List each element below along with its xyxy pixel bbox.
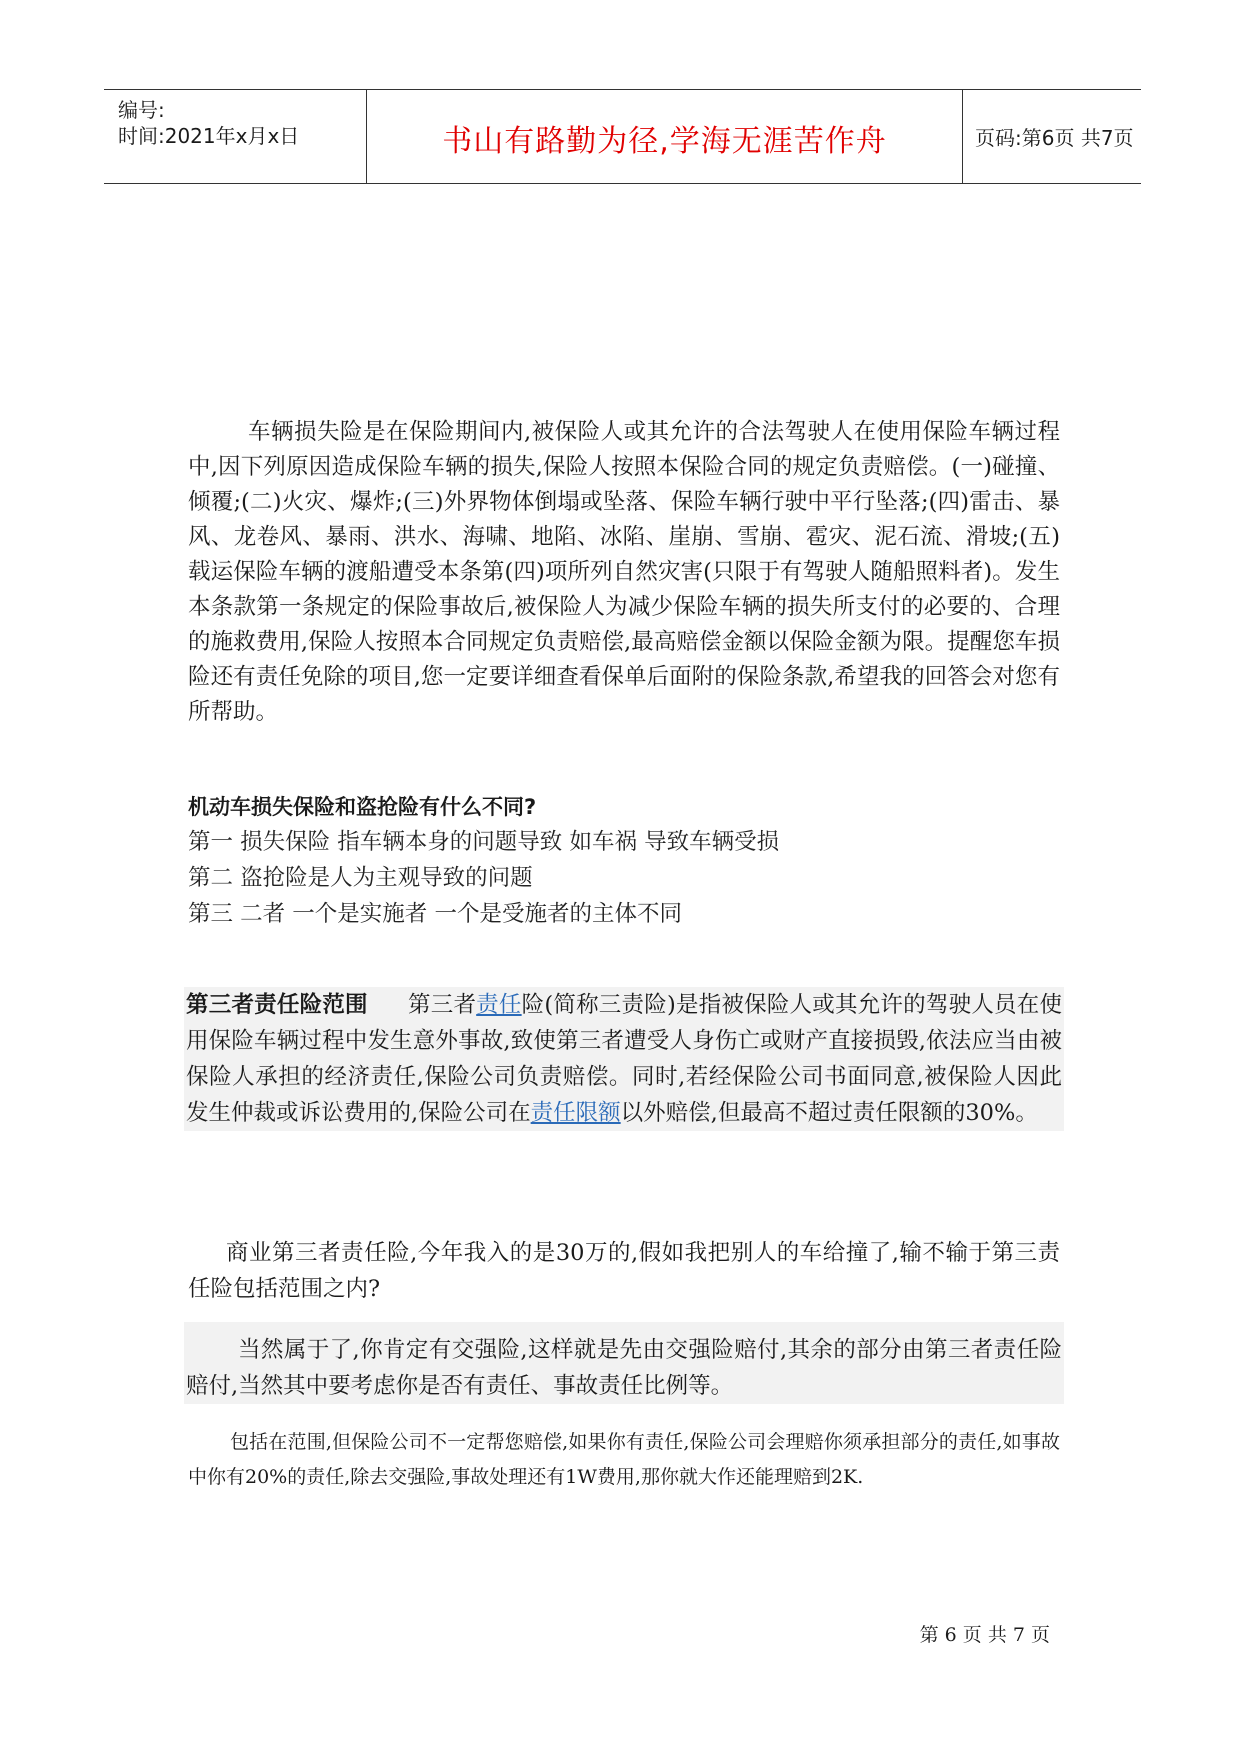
section-answer-2 (188, 1425, 1060, 1495)
responsibility-link[interactable]: 责任 (476, 992, 522, 1018)
vehicle-loss-paragraph: 车辆损失险是在保险期间内,被保险人或其允许的合法驾驶人在使用保险车辆过程中,因下列原因造成保险车辆的损失,保险人按照本保险合同的规定负责赔偿。(一)碰撞、倾覆;(二)火灾、爆炸;(三)外界物体倒塌或坠落、保险车辆行驶中平行坠落;(四)雷击、暴风、龙卷风、暴雨、洪水、海啸、地陷、冰陷、崖崩、雪崩、雹灾、泥石流、滑坡;(五)载运保险车辆的渡船遭受本条第(四)项所列自然灾害(只限于有驾驶人随船照料者)。发生本条款第一条规定的保险事故后,被保险人为减少保险车辆的损失所支付的必要的、合理的施救费用,保险人按照本合同规定负责赔偿,最高赔偿金额以保险金额为限。提醒您车损险还有责任免除的项目,您一定要详细查看保单后面附的保险条款,希望我的回答会对您有所帮助。 (188, 419, 1060, 725)
motto-text: 书山有路勤为径,学海无涯苦作舟 (442, 124, 887, 159)
header-middle-cell (367, 90, 963, 183)
third-party-title: 第三者责任险范围 (186, 992, 368, 1018)
third-party-text-b: 险(简称三责险)是指被保险人或其允许的驾驶人员在使用保险车辆过程中发生意外事故,致使第三者遭受人身伤亡或财产直接损毁,依法应当由被保险人承担的经济责任,保险公司负责赔偿。同时,若经保险公司书面同意,被保险人因此发生仲裁或诉讼费用的,保险公司在 (186, 992, 1062, 1126)
difference-line-2: 第二 盗抢险是人为主观导致的问题 (188, 865, 533, 891)
difference-line-3: 第三 二者 一个是实施者 一个是受施者的主体不同 (188, 901, 682, 927)
page-code: 页码:第6页 共7页 (975, 126, 1134, 150)
page-footer: 第 6 页 共 7 页 (919, 1624, 1050, 1646)
document-header (104, 89, 1141, 184)
header-right-cell (963, 90, 1141, 183)
section-difference (188, 790, 1060, 932)
section-third-party (184, 987, 1064, 1131)
third-party-paragraph (186, 987, 1062, 1131)
header-left-cell (104, 90, 367, 183)
section-commercial-question (188, 1235, 1060, 1307)
commercial-question: 商业第三者责任险,今年我入的是30万的,假如我把别人的车给撞了,输不输于第三责任险包括范围之内? (188, 1240, 1060, 1302)
liability-limit-link[interactable]: 责任限额 (530, 1100, 621, 1126)
answer-1-paragraph: 当然属于了,你肯定有交强险,这样就是先由交强险赔付,其余的部分由第三者责任险赔付,当然其中要考虑你是否有责任、事故责任比例等。 (186, 1337, 1062, 1399)
third-party-text-c: 以外赔偿,但最高不超过责任限额的30%。 (620, 1100, 1038, 1126)
section-answer-1 (184, 1322, 1064, 1404)
answer-2-paragraph: 包括在范围,但保险公司不一定帮您赔偿,如果你有责任,保险公司会理赔你须承担部分的责任,如事故中你有20%的责任,除去交强险,事故处理还有1W费用,那你就大作还能理赔到2K. (188, 1431, 1060, 1488)
third-party-text-a: 第三者 (407, 992, 477, 1018)
difference-question: 机动车损失保险和盗抢险有什么不同? (188, 795, 537, 819)
difference-line-1: 第一 损失保险 指车辆本身的问题导致 如车祸 导致车辆受损 (188, 829, 780, 855)
time-label: 时间:2021年x月x日 (118, 124, 300, 148)
section-vehicle-loss (188, 415, 1060, 730)
number-label: 编号: (118, 98, 165, 122)
